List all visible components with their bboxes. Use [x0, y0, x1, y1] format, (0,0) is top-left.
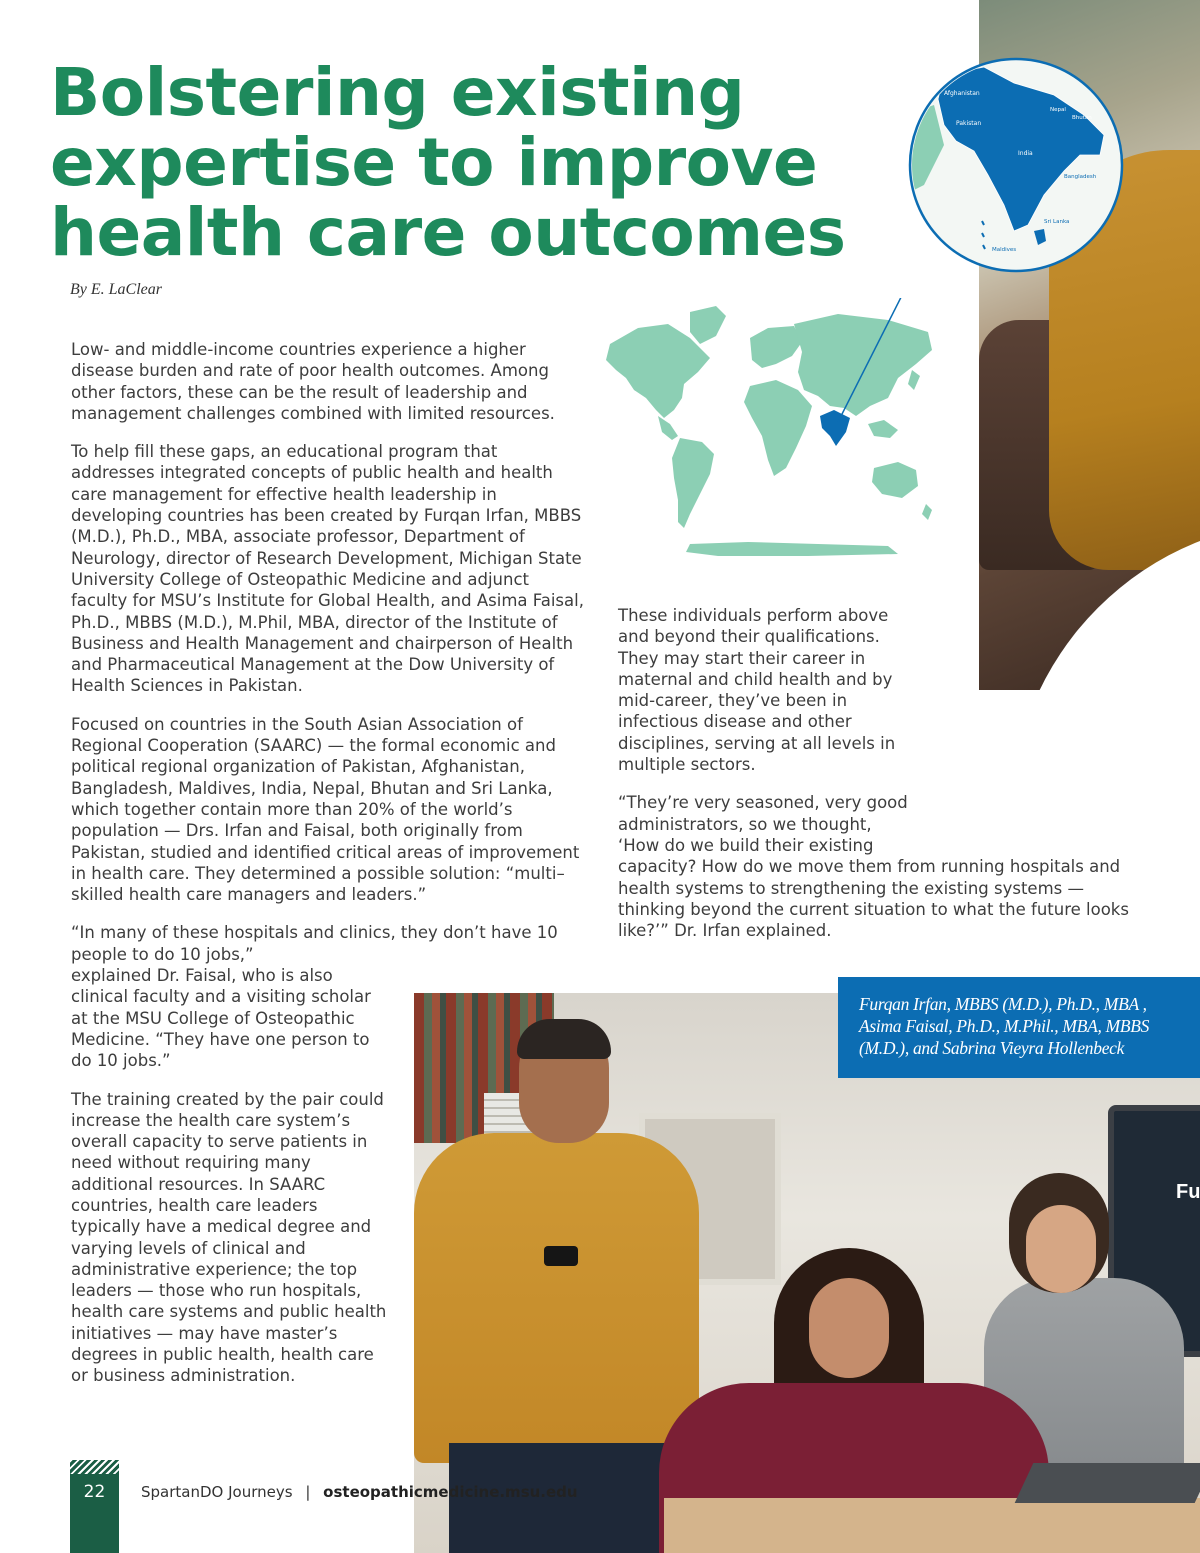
woman-seated-face	[809, 1278, 889, 1378]
footer-separator: |	[305, 1483, 311, 1501]
paragraph: Low- and middle-income countries experience a higher disease burden and rate of poor health outcomes. Among other factors, these can be the result of leadership and management challenges combined with limited resources.	[71, 340, 555, 423]
laptop	[1015, 1463, 1200, 1503]
map-label-bhutan: Bhutan	[1072, 115, 1092, 121]
map-label-maldives: Maldives	[992, 247, 1017, 253]
world-map	[598, 298, 938, 560]
paragraph: explained Dr. Faisal, who is also clinical faculty and a visiting scholar at the MSU College of Osteopathic Medicine. “They have one person to do 10 jobs.”	[71, 966, 371, 1071]
paragraph: To help fill these gaps, an educational program that addresses integrated concepts of public health and health care management for effective health leadership in developing countries has been created by Furqan Irfan, MBBS (M.D.), Ph.D., MBA, associate professor, Department of Neurology, director of Research Development, Michigan State University College of Osteopathic Medicine and adjunct faculty for MSU’s Institute for Global Health, and Asima Faisal, Ph.D., MBBS (M.D.), M.Phil, MBA, director of the Institute of Business and Health Management and chairperson of Health and Pharmaceutical Management at the Dow University of Health Sciences in Pakistan.	[71, 442, 584, 696]
map-label-sri-lanka: Sri Lanka	[1044, 219, 1070, 225]
map-label-afghanistan: Afghanistan	[944, 90, 980, 97]
south-asia-inset-map	[904, 55, 1129, 275]
paragraph-quote: “In many of these hospitals and clinics, they don’t have 10 people to do 10 jobs,”	[71, 923, 558, 964]
map-label-india: India	[1018, 150, 1033, 157]
publication-name: SpartanDO Journeys	[141, 1483, 293, 1501]
photo-caption-box	[838, 977, 1200, 1078]
paragraph: These individuals perform above and beyond their qualifications. They may start their career in maternal and child health and by mid-career, they’ve been in infectious disease and other disciplines, serving at all levels in multiple sectors.	[618, 606, 896, 775]
website-link[interactable]: osteopathicmedicine.msu.edu	[323, 1483, 578, 1501]
woman-standing-face	[1026, 1205, 1096, 1293]
table	[664, 1498, 1200, 1553]
page-number: 22	[83, 1482, 106, 1502]
footer	[141, 1483, 578, 1501]
article-body-right	[618, 605, 1138, 958]
paragraph: Focused on countries in the South Asian Association of Regional Cooperation (SAARC) — the formal economic and political regional organization of Pakistan, Afghanistan, Bangladesh, Maldives, India, Nepal, Bhutan and Sri Lanka, which together contain more than 20% of the world’s population — Drs. Irfan and Faisal, both originally from Pakistan, studied and identified critical areas of improvement in health care. They determined a possible solution: “multi–skilled health care managers and leaders.”	[71, 714, 580, 905]
decorative-stripes	[70, 1460, 119, 1474]
page-tab	[70, 1460, 119, 1553]
byline: By E. LaClear	[70, 281, 162, 298]
map-label-nepal: Nepal	[1050, 107, 1066, 113]
man-hair	[517, 1019, 611, 1059]
photo-caption: Furqan Irfan, MBBS (M.D.), Ph.D., MBA , Asima Faisal, Ph.D., M.Phil., MBA, MBBS (M.D.), and Sabrina Vieyra Hollenbeck	[859, 994, 1150, 1058]
article-title: Bolstering existing expertise to improve health care outcomes	[50, 54, 846, 271]
paragraph: capacity? How do we move them from running hospitals and health systems to strengthening the existing systems — thinking beyond the current situation to what the future looks like?’” Dr. Irfan explained.	[618, 857, 1129, 941]
map-label-pakistan: Pakistan	[956, 120, 982, 127]
monitor-text: Fu	[1176, 1181, 1200, 1203]
paragraph: The training created by the pair could increase the health care system’s overall capacity to serve patients in need without requiring many additional resources. In SAARC countries, health care leaders typically have a medical degree and varying levels of clinical and administrative experience; the top leaders — those who run hospitals, health care systems and public health initiatives — may have master’s degrees in public health, health care or business administration.	[71, 1089, 387, 1386]
paragraph: “They’re very seasoned, very good administrators, so we thought, ‘How do we build their existing	[618, 793, 908, 855]
man-sweater	[414, 1133, 699, 1463]
map-label-bangladesh: Bangladesh	[1064, 174, 1097, 180]
phone	[544, 1246, 578, 1266]
